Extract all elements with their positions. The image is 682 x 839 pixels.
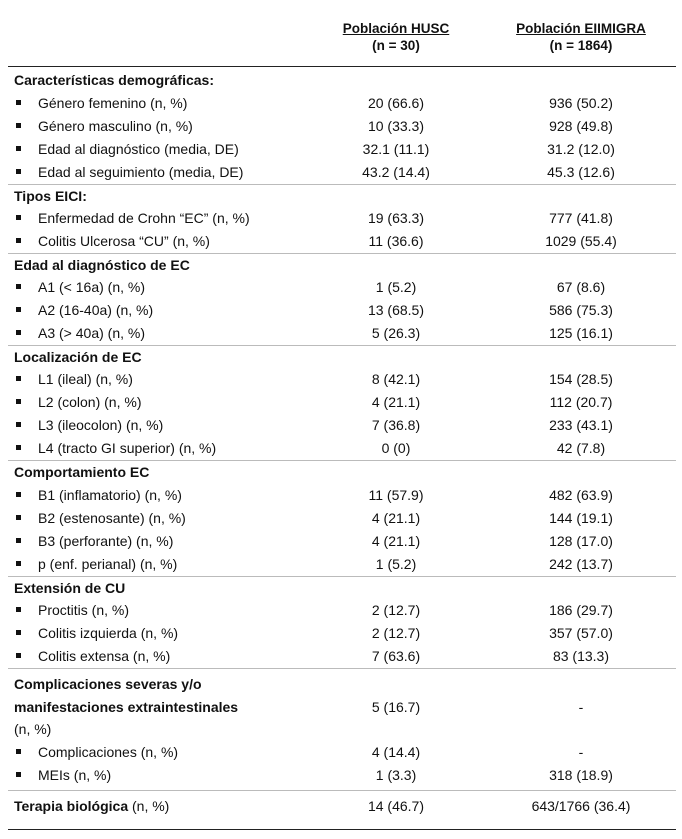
value-husc: 43.2 (14.4) <box>362 164 430 180</box>
row-label: A3 (> 40a) (n, %) <box>38 325 145 341</box>
table-row <box>0 230 682 252</box>
bullet-icon <box>16 561 21 566</box>
section-divider <box>8 790 676 791</box>
row-label: A1 (< 16a) (n, %) <box>38 279 145 295</box>
section-title-comportamiento: Comportamiento EC <box>14 464 150 480</box>
section-heading <box>0 69 682 91</box>
value-eiimigra: - <box>578 744 584 760</box>
table-row <box>0 276 682 298</box>
bullet-icon <box>16 284 21 289</box>
row-label: Colitis Ulcerosa “CU” (n, %) <box>38 233 210 249</box>
table-row <box>0 115 682 137</box>
value-husc: 11 (57.9) <box>368 487 424 503</box>
bullet-icon <box>16 653 21 658</box>
value-husc: 4 (21.1) <box>371 510 421 526</box>
value-husc: 1 (3.3) <box>375 767 417 783</box>
bullet-icon <box>16 630 21 635</box>
table-row <box>0 138 682 160</box>
bullet-icon <box>16 215 21 220</box>
bullet-icon <box>16 307 21 312</box>
value-eiimigra: 777 (41.8) <box>549 210 613 226</box>
value-eiimigra: 318 (18.9) <box>549 767 613 783</box>
value-husc: 10 (33.3) <box>367 118 425 134</box>
value-eiimigra: 936 (50.2) <box>549 95 613 111</box>
value-husc: 32.1 (11.1) <box>362 141 430 157</box>
value-eiimigra: 45.3 (12.6) <box>547 164 615 180</box>
value-eiimigra: 112 (20.7) <box>549 394 613 410</box>
value-eiimigra: 144 (19.1) <box>549 510 613 526</box>
value-eiimigra: 125 (16.1) <box>549 325 613 341</box>
value-eiimigra: 186 (29.7) <box>549 602 613 618</box>
table-row <box>0 764 682 786</box>
row-label: A2 (16-40a) (n, %) <box>38 302 154 318</box>
table-row <box>0 553 682 575</box>
value-husc: 4 (14.4) <box>371 744 421 760</box>
bullet-icon <box>16 607 21 612</box>
table-row <box>0 507 682 529</box>
table-row <box>0 161 682 183</box>
value-husc: 0 (0) <box>381 440 411 456</box>
bullet-icon <box>16 238 21 243</box>
table-header <box>0 0 682 70</box>
section-heading <box>0 185 682 207</box>
header-col-eiimigra-name: Población EIIMIGRA <box>516 21 646 36</box>
table-row <box>0 437 682 459</box>
terapia-label-rest: (n, %) <box>128 798 170 814</box>
bullet-icon <box>16 399 21 404</box>
row-label: Complicaciones (n, %) <box>38 744 179 760</box>
header-col-eiimigra <box>488 20 674 54</box>
value-eiimigra: 128 (17.0) <box>549 533 613 549</box>
value-husc: 8 (42.1) <box>371 371 421 387</box>
bullet-icon <box>16 445 21 450</box>
row-label: Género masculino (n, %) <box>38 118 193 134</box>
section-heading <box>0 461 682 483</box>
bullet-icon <box>16 749 21 754</box>
value-husc: 7 (36.8) <box>371 417 421 433</box>
row-label: B1 (inflamatorio) (n, %) <box>38 487 182 503</box>
table-row <box>0 414 682 436</box>
value-husc: 4 (21.1) <box>371 394 421 410</box>
row-label: MEIs (n, %) <box>38 767 112 783</box>
row-label: L3 (ileocolon) (n, %) <box>38 417 164 433</box>
value-eiimigra: 31.2 (12.0) <box>547 141 615 157</box>
section-title-complicaciones-l1: Complicaciones severas y/o <box>14 676 202 692</box>
value-eiimigra: 586 (75.3) <box>549 302 613 318</box>
value-eiimigra: 242 (13.7) <box>549 556 613 572</box>
row-label: L1 (ileal) (n, %) <box>38 371 133 387</box>
section-heading <box>0 346 682 368</box>
row-label: L4 (tracto GI superior) (n, %) <box>38 440 217 456</box>
table-row <box>0 368 682 390</box>
section-title-complicaciones-l2: manifestaciones extraintestinales <box>14 699 239 715</box>
section-heading <box>0 718 682 740</box>
value-husc: 14 (46.7) <box>367 798 425 814</box>
table-row <box>0 299 682 321</box>
value-husc: 4 (21.1) <box>371 533 421 549</box>
row-label: B3 (perforante) (n, %) <box>38 533 174 549</box>
bullet-icon <box>16 100 21 105</box>
table-row <box>0 645 682 667</box>
table-row <box>0 741 682 763</box>
row-label: Colitis extensa (n, %) <box>38 648 171 664</box>
value-eiimigra: 154 (28.5) <box>549 371 613 387</box>
value-eiimigra: - <box>578 699 584 715</box>
bullet-icon <box>16 146 21 151</box>
value-eiimigra: 1029 (55.4) <box>545 233 617 249</box>
bullet-icon <box>16 376 21 381</box>
value-husc: 1 (5.2) <box>375 556 417 572</box>
bullet-icon <box>16 169 21 174</box>
value-husc: 11 (36.6) <box>368 233 424 249</box>
bullet-icon <box>16 492 21 497</box>
value-husc: 5 (26.3) <box>371 325 421 341</box>
section-divider <box>8 668 676 669</box>
row-label: p (enf. perianal) (n, %) <box>38 556 178 572</box>
value-eiimigra: 67 (8.6) <box>556 279 606 295</box>
section-title-localizacion: Localización de EC <box>14 349 142 365</box>
value-eiimigra: 482 (63.9) <box>549 487 613 503</box>
value-eiimigra: 357 (57.0) <box>549 625 613 641</box>
value-eiimigra: 233 (43.1) <box>549 417 613 433</box>
value-husc: 5 (16.7) <box>371 699 421 715</box>
value-husc: 13 (68.5) <box>367 302 425 318</box>
section-title-extension: Extensión de CU <box>14 580 126 596</box>
section-title-edad: Edad al diagnóstico de EC <box>14 257 190 273</box>
section-heading <box>0 696 682 718</box>
row-label: Edad al diagnóstico (media, DE) <box>38 141 239 157</box>
row-label: L2 (colon) (n, %) <box>38 394 142 410</box>
row-label: Enfermedad de Crohn “EC” (n, %) <box>38 210 250 226</box>
value-eiimigra: 643/1766 (36.4) <box>531 798 631 814</box>
table-row <box>0 622 682 644</box>
terapia-label-bold: Terapia biológica <box>14 798 129 814</box>
table-row <box>0 92 682 114</box>
value-eiimigra: 42 (7.8) <box>556 440 606 456</box>
bullet-icon <box>16 772 21 777</box>
header-col-husc-n: (n = 30) <box>372 38 420 53</box>
row-label: Edad al seguimiento (media, DE) <box>38 164 244 180</box>
bullet-icon <box>16 330 21 335</box>
header-col-eiimigra-n: (n = 1864) <box>549 38 613 53</box>
bullet-icon <box>16 422 21 427</box>
bottom-rule <box>8 829 676 830</box>
row-label: Género femenino (n, %) <box>38 95 188 111</box>
section-title-complicaciones-l3: (n, %) <box>14 721 52 737</box>
section-title-tipos: Tipos EICI: <box>14 188 87 204</box>
value-eiimigra: 928 (49.8) <box>549 118 613 134</box>
value-eiimigra: 83 (13.3) <box>552 648 610 664</box>
table-row <box>0 795 682 817</box>
header-col-husc-name: Población HUSC <box>342 21 450 36</box>
table-row <box>0 391 682 413</box>
value-husc: 2 (12.7) <box>371 625 421 641</box>
table-row <box>0 322 682 344</box>
row-label-terapia <box>14 795 169 817</box>
table-row <box>0 207 682 229</box>
value-husc: 7 (63.6) <box>371 648 421 664</box>
row-label: Colitis izquierda (n, %) <box>38 625 179 641</box>
header-col-husc <box>323 20 469 54</box>
table-row <box>0 484 682 506</box>
value-husc: 20 (66.6) <box>367 95 425 111</box>
value-husc: 2 (12.7) <box>371 602 421 618</box>
value-husc: 1 (5.2) <box>375 279 417 295</box>
top-rule <box>8 66 676 67</box>
table-row <box>0 530 682 552</box>
row-label: B2 (estenosante) (n, %) <box>38 510 186 526</box>
section-title-demograficas: Características demográficas: <box>14 72 214 88</box>
section-heading <box>0 577 682 599</box>
value-husc: 19 (63.3) <box>367 210 425 226</box>
bullet-icon <box>16 123 21 128</box>
section-heading <box>0 254 682 276</box>
section-heading <box>0 673 682 695</box>
bullet-icon <box>16 515 21 520</box>
table-row <box>0 599 682 621</box>
bullet-icon <box>16 538 21 543</box>
row-label: Proctitis (n, %) <box>38 602 130 618</box>
